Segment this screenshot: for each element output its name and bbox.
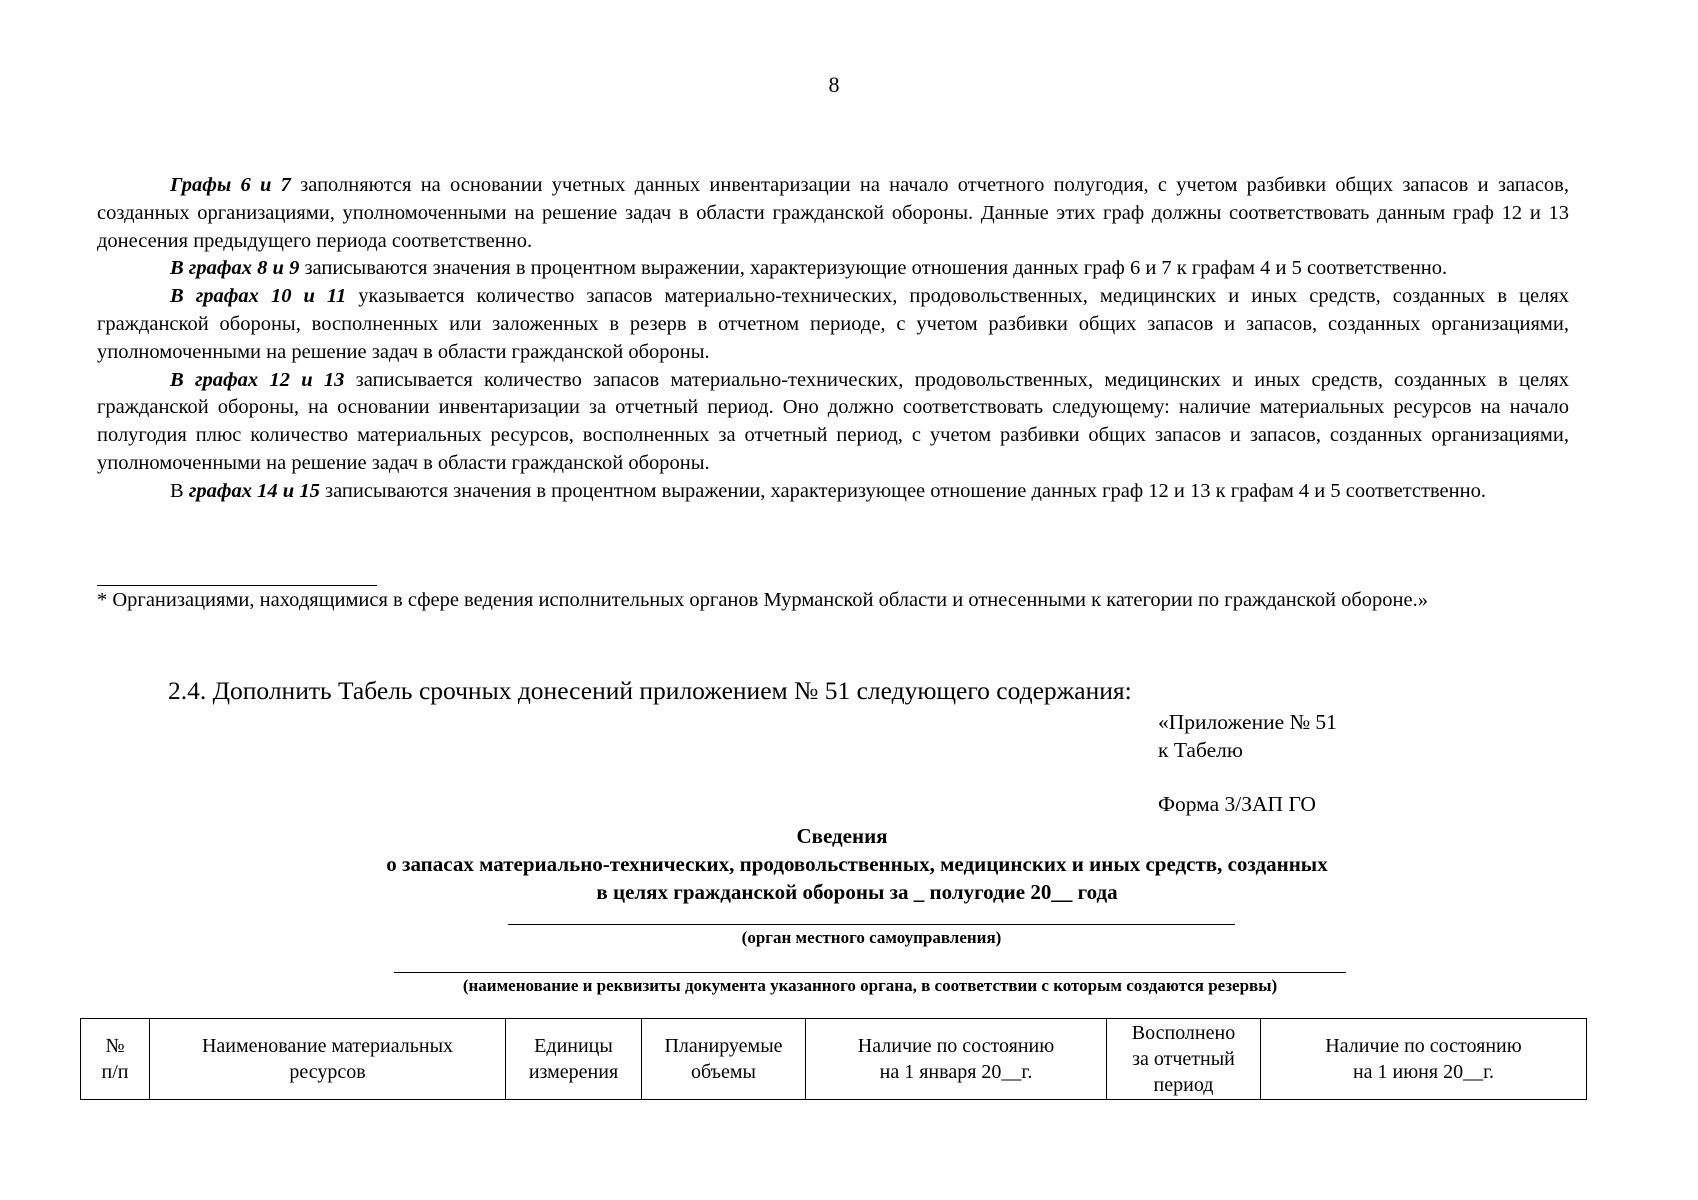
appendix-line: к Табелю [1158, 738, 1243, 762]
fill-in-line-document [394, 972, 1346, 973]
paragraph-text: записываются значения в процентном выражении, характеризующие отношения данных граф 6 и 7 к графам 4 и 5 соответственно. [299, 257, 1448, 280]
paragraph-text: записывается количество запасов материально-технических, продовольственных, медицинских и иных средств, созданных в целях гражданской обороны, на основании инвентаризации за отчетный период. Оно должно соответствовать следующему: наличие материальных ресурсов на начало полугодия плюс количество материальных ресурсов, восполненных за отчетный период, с учетом разбивки общих запасов и запасов, созданных организациями, уполномоченными на решение задач в области гражданской обороны. [97, 368, 1569, 474]
paragraph-text: указывается количество запасов материально-технических, продовольственных, медицинских и иных средств, созданных в целях гражданской обороны, восполненных или заложенных в резерв в отчетном периоде, с учетом разбивки общих запасов и запасов, созданных организациями, уполномоченными на решение задач в области гражданской обороны. [97, 285, 1570, 363]
section-heading: 2.4. Дополнить Табель срочных донесений приложением № 51 следующего содержания: [168, 676, 1132, 705]
paragraph-graphs-6-7 [97, 172, 1569, 255]
header-planned-volumes: Планируемые объемы [642, 1019, 806, 1100]
paragraph-emphasis: Графы 6 и 7 [170, 174, 291, 196]
header-replenished: Восполнено за отчетный период [1107, 1019, 1261, 1100]
header-number: № п/п [81, 1019, 150, 1100]
paragraph-graphs-14-15 [97, 478, 1569, 506]
header-stock-january: Наличие по состоянию на 1 января 20__г. [806, 1019, 1107, 1100]
header-units: Единицы измерения [506, 1019, 642, 1100]
table-header-row [81, 1019, 1587, 1100]
title-line: в целях гражданской обороны за _ полугодие 20__ года [596, 880, 1118, 904]
form-label: Форма 3/ЗАП ГО [1158, 792, 1316, 816]
fill-in-line-authority [508, 924, 1235, 925]
header-stock-june: Наличие по состоянию на 1 июня 20__г. [1261, 1019, 1587, 1100]
paragraph-text: заполняются на основании учетных данных инвентаризации на начало отчетного полугодия, с учетом разбивки общих запасов и запасов, созданных организациями, уполномоченными на решение задач в области гражданской обороны. Данные этих граф должны соответствовать данным граф 12 и 13 донесения предыдущего периода соответственно. [97, 174, 1569, 252]
footnote: * Организациями, находящимися в сфере ведения исполнительных органов Мурманской области и отнесенными к категории по гражданской обороне.» [97, 589, 1428, 611]
title-line: Сведения [796, 824, 888, 848]
document-title [0, 822, 1668, 906]
title-line: о запасах материально-технических, продовольственных, медицинских и иных средств, созданных [386, 852, 1328, 876]
paragraph-prefix: В [170, 479, 189, 502]
caption-authority: (орган местного самоуправления) [741, 928, 1002, 947]
paragraph-emphasis: В графах 12 и 13 [170, 368, 345, 391]
paragraph-text: записываются значения в процентном выражении, характеризующее отношение данных граф 12 и 13 к графам 4 и 5 соответственно. [319, 479, 1486, 502]
form-table [80, 1018, 1587, 1100]
paragraph-graphs-10-11 [97, 283, 1569, 366]
paragraph-graphs-8-9 [97, 255, 1569, 283]
paragraph-graphs-12-13 [97, 367, 1569, 478]
paragraph-emphasis: графах 14 и 15 [188, 479, 320, 502]
appendix-reference [1158, 708, 1337, 764]
page-number: 8 [828, 72, 840, 97]
appendix-line: «Приложение № 51 [1158, 710, 1337, 734]
footnote-divider [97, 585, 377, 586]
paragraph-emphasis: В графах 10 и 11 [170, 285, 347, 308]
caption-document: (наименование и реквизиты документа указанного органа, в соответствии с которым создаются резервы) [462, 976, 1278, 995]
paragraph-emphasis: В графах 8 и 9 [170, 257, 300, 280]
body-text [97, 172, 1569, 506]
header-resource-name: Наименование материальных ресурсов [150, 1019, 506, 1100]
